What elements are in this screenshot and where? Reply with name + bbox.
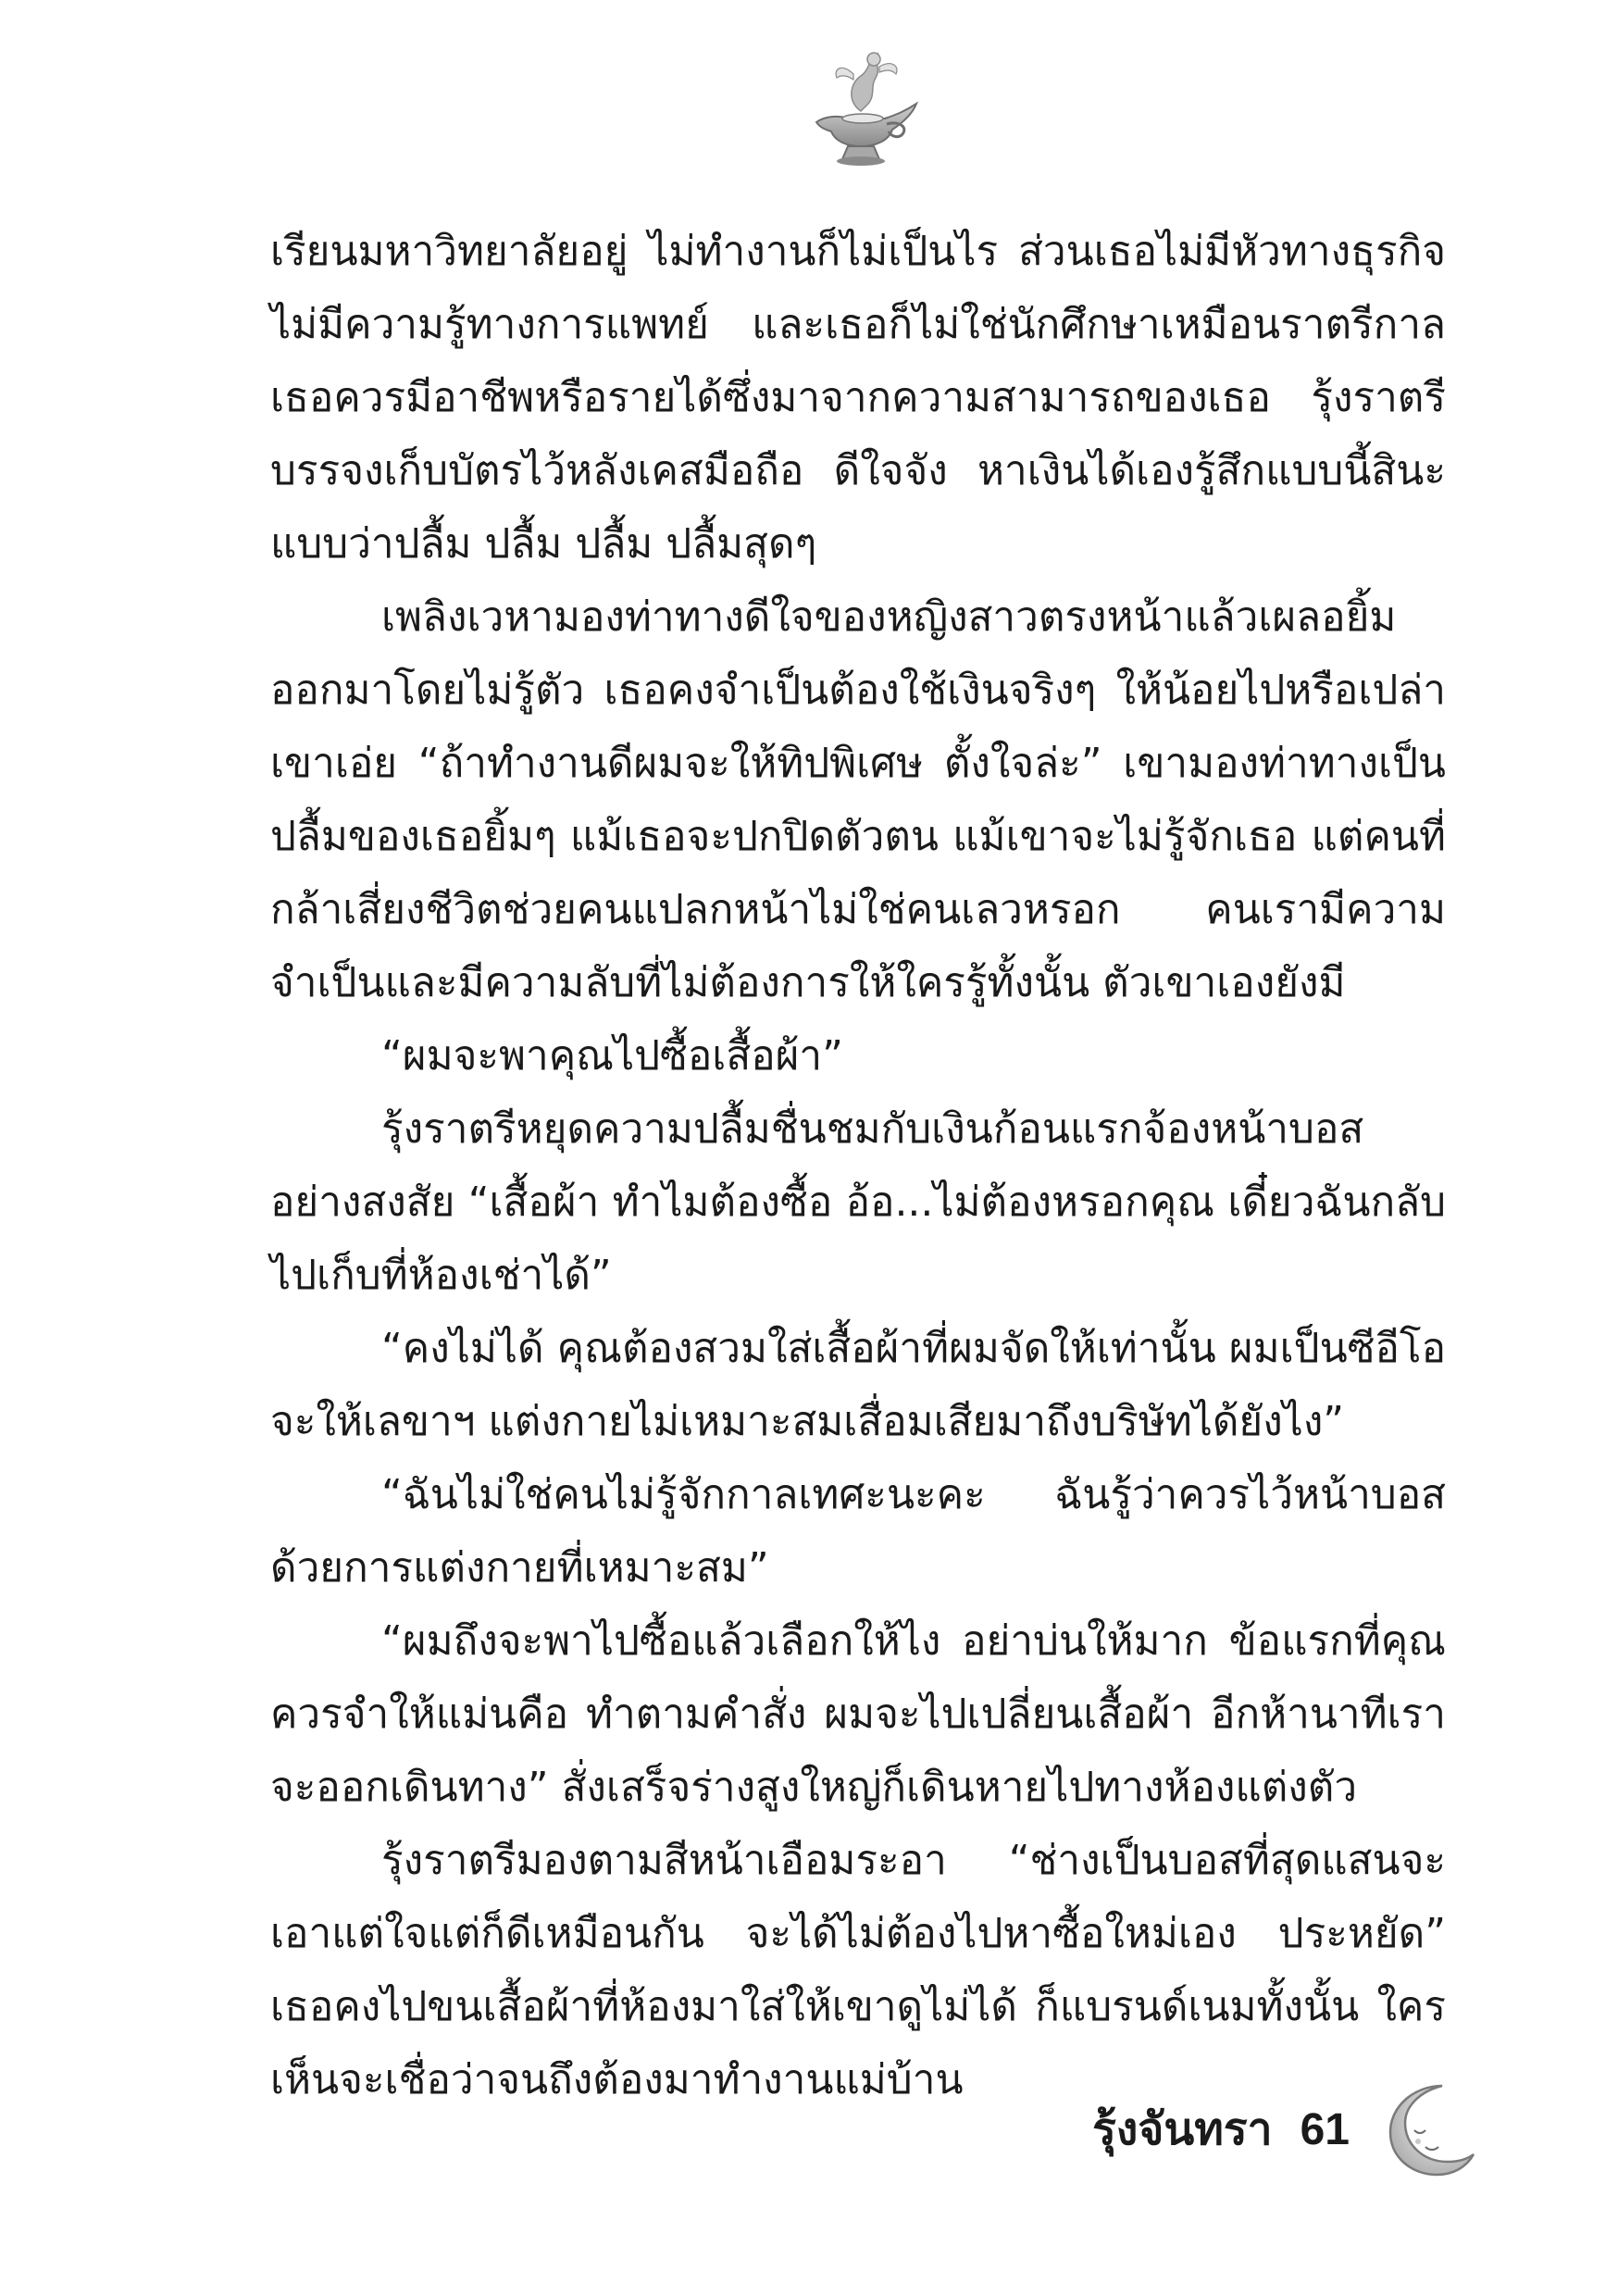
page-footer xyxy=(1092,2074,1479,2185)
paragraph: เรียนมหาวิทยาลัยอยู่ ไม่ทำงานก็ไม่เป็นไร ส่วนเธอไม่มีหัวทางธุรกิจ ไม่มีความรู้ทางการแพทย์ และเธอก็ไม่ใช่นักศึกษาเหมือนราตรีกาล เธอควรมีอาชีพหรือรายได้ซึ่งมาจากความสามารถของเธอ รุ้งราตรีบรรจงเก็บบัตรไว้หลังเคสมือถือ ดีใจจัง หาเงินได้เองรู้สึกแบบนี้สินะ แบบว่าปลื้ม ปลื้ม ปลื้ม ปลื้มสุดๆ xyxy=(270,228,1446,568)
paragraph: “ฉันไม่ใช่คนไม่รู้จักกาลเทศะนะคะ ฉันรู้ว่าควรไว้หน้าบอสด้วยการแต่งกายที่เหมาะสม” xyxy=(270,1471,1446,1591)
paragraph: เพลิงเวหามองท่าทางดีใจของหญิงสาวตรงหน้าแล้วเผลอยิ้มออกมาโดยไม่รู้ตัว เธอคงจำเป็นต้องใช้เงินจริงๆ ให้น้อยไปหรือเปล่า เขาเอ่ย “ถ้าทำงานดีผมจะให้ทิปพิเศษ ตั้งใจล่ะ” เขามองท่าทางเป็นปลื้มของเธอยิ้มๆ แม้เธอจะปกปิดตัวตน แม้เขาจะไม่รู้จักเธอ แต่คนที่กล้าเสี่ยงชีวิตช่วยคนแปลกหน้าไม่ใช่คนเลวหรอก คนเรามีความจำเป็นและมีความลับที่ไม่ต้องการให้ใครรู้ทั้งนั้น ตัวเขาเองยังมี xyxy=(270,593,1446,1006)
page-number: 61 xyxy=(1300,2104,1350,2154)
paragraph: “ผมถึงจะพาไปซื้อแล้วเลือกให้ไง อย่าบ่นให้มาก ข้อแรกที่คุณควรจำให้แม่นคือ ทำตามคำสั่ง ผมจะไปเปลี่ยนเสื้อผ้า อีกห้านาทีเราจะออกเดินทาง” สั่งเสร็จร่างสูงใหญ่ก็เดินหายไปทางห้องแต่งตัว xyxy=(270,1617,1446,1811)
paragraph: รุ้งราตรีหยุดความปลื้มชื่นชมกับเงินก้อนแรกจ้องหน้าบอสอย่างสงสัย “เสื้อผ้า ทำไมต้องซื้อ อ้อ...ไม่ต้องหรอกคุณ เดี๋ยวฉันกลับไปเก็บที่ห้องเช่าได้” xyxy=(270,1105,1446,1299)
paragraph: “ผมจะพาคุณไปซื้อเสื้อผ้า” xyxy=(381,1032,843,1079)
paragraph: “คงไม่ได้ คุณต้องสวมใส่เสื้อผ้าที่ผมจัดให้เท่านั้น ผมเป็นซีอีโอจะให้เลขาฯ แต่งกายไม่เหมาะสมเสื่อมเสียมาถึงบริษัทได้ยังไง” xyxy=(270,1325,1446,1445)
paragraph: รุ้งราตรีมองตามสีหน้าเอือมระอา “ช่างเป็นบอสที่สุดแสนจะเอาแต่ใจแต่ก็ดีเหมือนกัน จะได้ไม่ต้องไปหาซื้อใหม่เอง ประหยัด” เธอคงไปขนเสื้อผ้าที่ห้องมาใส่ให้เขาดูไม่ได้ ก็แบรนด์เนมทั้งนั้น ใครเห็นจะเชื่อว่าจนถึงต้องมาทำงานแม่บ้าน xyxy=(270,1837,1446,2103)
book-title: รุ้งจันทรา xyxy=(1092,2103,1273,2155)
crescent-moon-icon xyxy=(1377,2078,1479,2180)
genie-lamp-icon xyxy=(796,46,926,171)
body-text xyxy=(270,215,1446,2116)
